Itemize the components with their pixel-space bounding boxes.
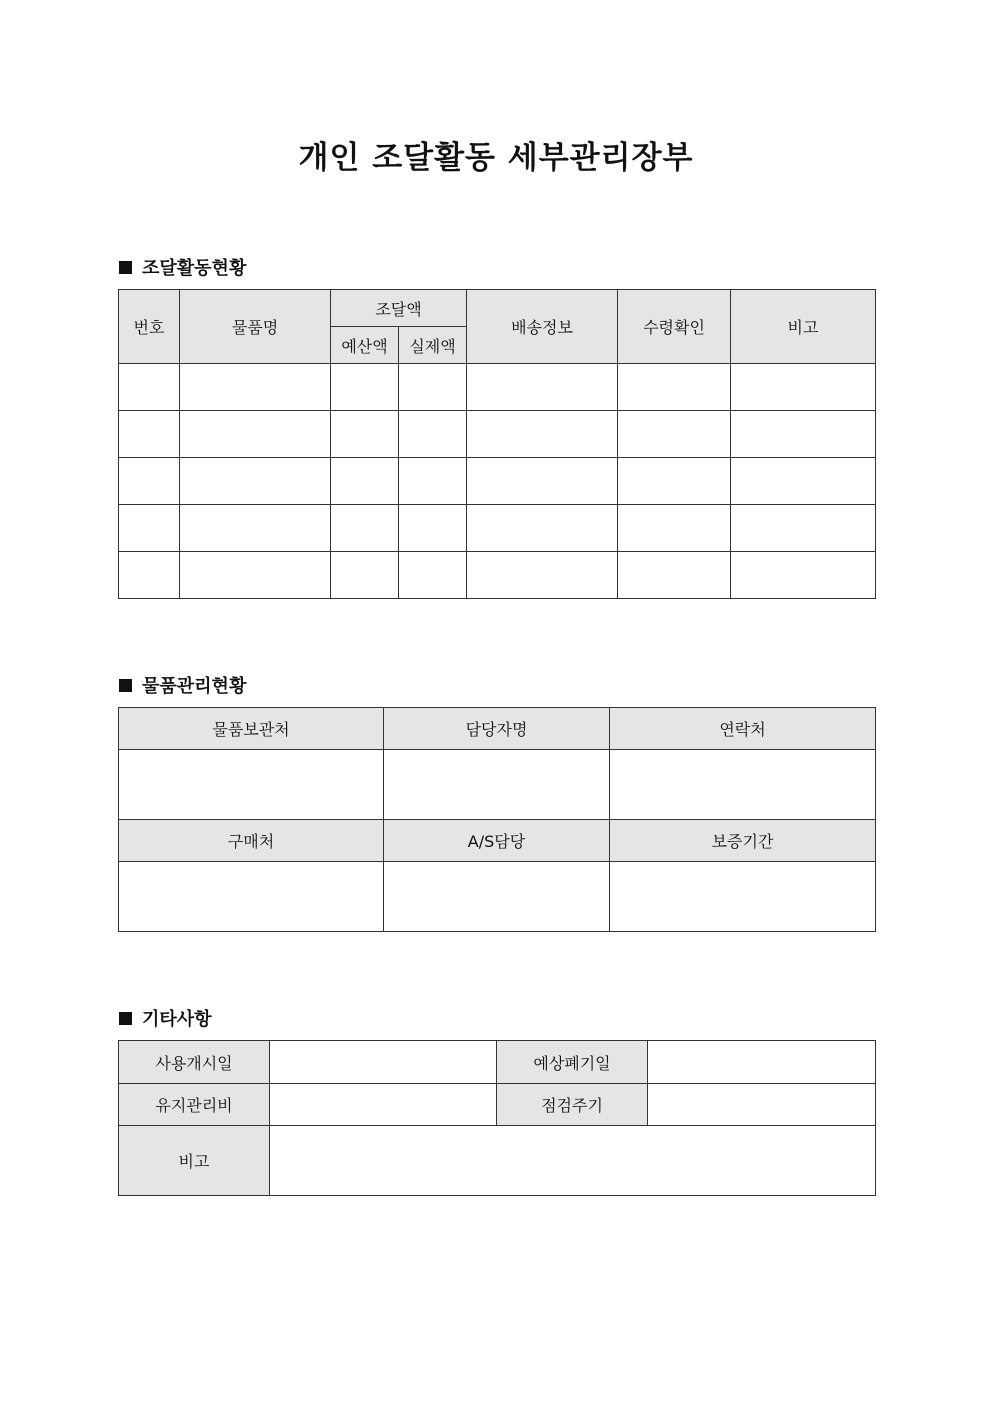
warranty-period-field[interactable] xyxy=(610,862,876,932)
table-cell[interactable] xyxy=(180,364,331,411)
table-cell[interactable] xyxy=(731,364,876,411)
section-heading-item-management-status xyxy=(119,672,246,698)
header-number: 번호 xyxy=(119,290,180,364)
table-cell[interactable] xyxy=(180,505,331,552)
contact-field[interactable] xyxy=(610,750,876,820)
inspection-cycle-label: 점검주기 xyxy=(497,1084,648,1126)
table-cell[interactable] xyxy=(119,458,180,505)
header-as-contact: A/S담당 xyxy=(384,820,610,862)
table-cell[interactable] xyxy=(331,552,399,599)
storage-location-field[interactable] xyxy=(119,750,384,820)
table-cell[interactable] xyxy=(731,552,876,599)
table-cell[interactable] xyxy=(399,364,467,411)
page-title: 개인 조달활동 세부관리장부 xyxy=(298,140,694,176)
table-cell[interactable] xyxy=(618,552,731,599)
table-cell[interactable] xyxy=(467,552,618,599)
table-cell[interactable] xyxy=(180,458,331,505)
inspection-cycle-field[interactable] xyxy=(648,1084,876,1126)
other-matters-table xyxy=(118,1040,876,1196)
section-heading-label: 물품관리현황 xyxy=(142,676,247,697)
table-cell[interactable] xyxy=(331,505,399,552)
maintenance-cost-field[interactable] xyxy=(270,1084,497,1126)
maintenance-cost-label: 유지관리비 xyxy=(119,1084,270,1126)
header-person-in-charge: 담당자명 xyxy=(384,708,610,750)
section-heading-label: 조달활동현황 xyxy=(142,258,247,279)
table-row xyxy=(119,364,876,411)
table-cell[interactable] xyxy=(331,458,399,505)
table-cell[interactable] xyxy=(467,364,618,411)
table-cell[interactable] xyxy=(180,552,331,599)
start-date-label: 사용개시일 xyxy=(119,1041,270,1084)
table-row xyxy=(119,505,876,552)
table-cell[interactable] xyxy=(399,552,467,599)
square-bullet-icon xyxy=(119,261,132,274)
table-cell[interactable] xyxy=(331,364,399,411)
table-cell[interactable] xyxy=(180,411,331,458)
person-in-charge-field[interactable] xyxy=(384,750,610,820)
remarks-label: 비고 xyxy=(119,1126,270,1196)
square-bullet-icon xyxy=(119,1012,132,1025)
header-storage-location: 물품보관처 xyxy=(119,708,384,750)
header-actual: 실제액 xyxy=(399,327,467,364)
table-cell[interactable] xyxy=(119,552,180,599)
table-row xyxy=(119,552,876,599)
table-cell[interactable] xyxy=(731,458,876,505)
table-cell[interactable] xyxy=(119,411,180,458)
table-row xyxy=(119,411,876,458)
start-date-field[interactable] xyxy=(270,1041,497,1084)
table-cell[interactable] xyxy=(618,364,731,411)
section-heading-procurement-status xyxy=(119,254,246,280)
header-contact: 연락처 xyxy=(610,708,876,750)
vendor-field[interactable] xyxy=(119,862,384,932)
table-cell[interactable] xyxy=(731,411,876,458)
item-management-table xyxy=(118,707,876,932)
square-bullet-icon xyxy=(119,679,132,692)
table-cell[interactable] xyxy=(467,411,618,458)
header-item-name: 물품명 xyxy=(180,290,331,364)
header-warranty-period: 보증기간 xyxy=(610,820,876,862)
header-receipt-check: 수령확인 xyxy=(618,290,731,364)
header-remarks: 비고 xyxy=(731,290,876,364)
disposal-date-field[interactable] xyxy=(648,1041,876,1084)
table-row xyxy=(119,458,876,505)
table-cell[interactable] xyxy=(467,505,618,552)
table-cell[interactable] xyxy=(119,505,180,552)
table-cell[interactable] xyxy=(119,364,180,411)
table-cell[interactable] xyxy=(618,505,731,552)
table-cell[interactable] xyxy=(618,458,731,505)
procurement-status-table xyxy=(118,289,876,599)
header-vendor: 구매처 xyxy=(119,820,384,862)
table-cell[interactable] xyxy=(467,458,618,505)
header-budget: 예산액 xyxy=(331,327,399,364)
section-heading-label: 기타사항 xyxy=(142,1009,212,1030)
remarks-field[interactable] xyxy=(270,1126,876,1196)
header-delivery-info: 배송정보 xyxy=(467,290,618,364)
table-cell[interactable] xyxy=(618,411,731,458)
table-cell[interactable] xyxy=(399,458,467,505)
as-contact-field[interactable] xyxy=(384,862,610,932)
disposal-date-label: 예상폐기일 xyxy=(497,1041,648,1084)
header-procurement-amount: 조달액 xyxy=(331,290,467,327)
table-cell[interactable] xyxy=(399,505,467,552)
table-cell[interactable] xyxy=(399,411,467,458)
table-cell[interactable] xyxy=(731,505,876,552)
table-cell[interactable] xyxy=(331,411,399,458)
section-heading-other-matters xyxy=(119,1005,212,1031)
